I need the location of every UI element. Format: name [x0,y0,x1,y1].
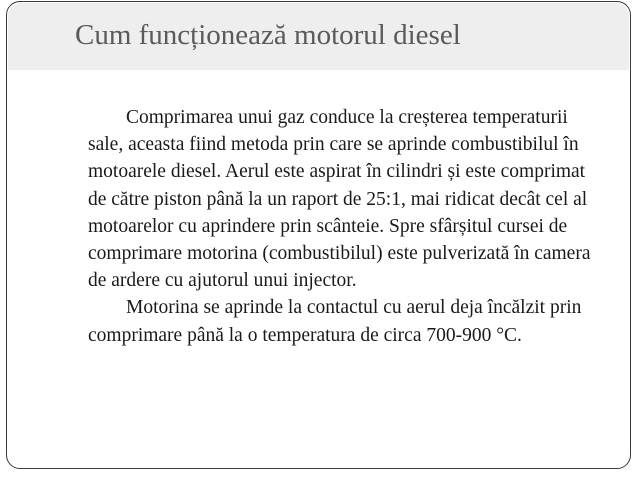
body-paragraph-1: Comprimarea unui gaz conduce la creșterea temperaturii sale, aceasta fiind metoda prin care se aprinde combustibilul în motoarele diesel. Aerul este aspirat în cilindri și este comprimat de către piston până la un raport de 25:1, mai ridicat decât cel al motoarelor cu aprindere prin scânteie. Spre sfârșitul cursei de comprimare motorina (combustibilul) este pulverizată în camera de ardere cu ajutorul unui injector. [88,107,591,292]
body-paragraph-2: Motorina se aprinde la contactul cu aerul deja încălzit prin comprimare până la o temperatura de circa 700-900 °C. [88,297,582,346]
slide-title: Cum funcționează motorul diesel [75,19,461,51]
slide-body [88,104,600,349]
